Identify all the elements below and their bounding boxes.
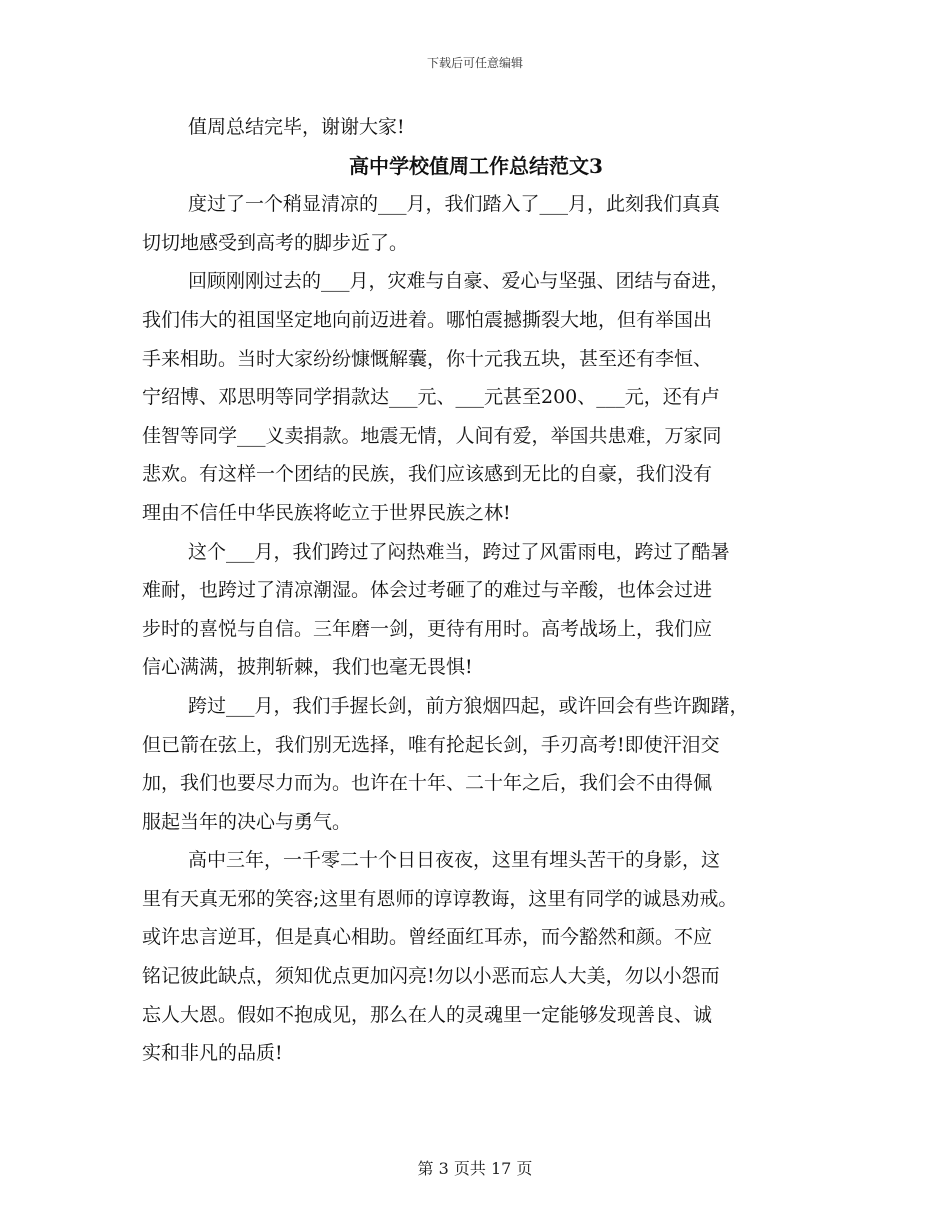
text-line: 加，我们也要尽力而为。也许在十年、二十年之后，我们会不由得佩 [142,772,713,795]
closing-line: 值周总结完毕，谢谢大家! [188,116,405,138]
text-line: 实和非凡的品质! [142,1042,283,1065]
text-line: 步时的喜悦与自信。三年磨一剑，更待有用时。高考战场上，我们应 [142,617,713,640]
text-line: 理由不信任中华民族将屹立于世界民族之林! [142,501,511,524]
text-line: 但已箭在弦上，我们别无选择，唯有抡起长剑，手刃高考!即使汗泪交 [142,733,720,756]
text-line: 跨过___月，我们手握长剑，前方狼烟四起，或许回会有些许踟躇， [188,694,749,717]
text-line: 悲欢。有这样一个团结的民族，我们应该感到无比的自豪，我们没有 [142,463,713,486]
document-body [142,108,810,1073]
text-line: 佳智等同学___义卖捐款。地震无情，人间有爱，举国共患难，万家同 [142,424,722,447]
section-title: 高中学校值周工作总结范文3 [349,153,603,178]
page-footer: 第 3 页共 17 页 [417,1159,533,1178]
text-line: 手来相助。当时大家纷纷慷慨解囊，你十元我五块，甚至还有李恒、 [142,347,713,370]
text-line: 难耐，也跨过了清凉潮湿。体会过考砸了的难过与辛酸，也体会过进 [142,579,713,602]
text-line: 或许忠言逆耳，但是真心相助。曾经面红耳赤，而今豁然和颜。不应 [142,926,713,949]
text-line: 里有天真无邪的笑容;这里有恩师的谆谆教诲，这里有同学的诚恳劝戒。 [142,887,738,910]
text-line: 宁绍博、邓思明等同学捐款达___元、___元甚至200、___元，还有卢 [142,386,720,409]
text-line: 我们伟大的祖国坚定地向前迈进着。哪怕震撼撕裂大地，但有举国出 [142,308,713,331]
text-line: 度过了一个稍显清凉的___月，我们踏入了___月，此刻我们真真 [188,193,721,216]
text-line: 回顾刚刚过去的___月，灾难与自豪、爱心与坚强、团结与奋进， [188,270,730,293]
text-line: 忘人大恩。假如不抱成见，那么在人的灵魂里一定能够发现善良、诚 [142,1003,713,1026]
text-line: 服起当年的决心与勇气。 [142,810,352,833]
text-line: 切切地感受到高考的脚步近了。 [142,231,409,254]
text-line: 高中三年，一千零二十个日日夜夜，这里有埋头苦干的身影，这 [188,849,721,872]
header-note: 下载后可任意编辑 [426,56,523,70]
text-line: 铭记彼此缺点，须知优点更加闪亮!勿以小恶而忘人大美，勿以小怨而 [142,965,720,988]
text-line: 这个___月，我们跨过了闷热难当，跨过了风雷雨电，跨过了酷暑 [188,540,730,563]
text-line: 信心满满，披荆斩棘，我们也毫无畏惧! [142,656,473,679]
